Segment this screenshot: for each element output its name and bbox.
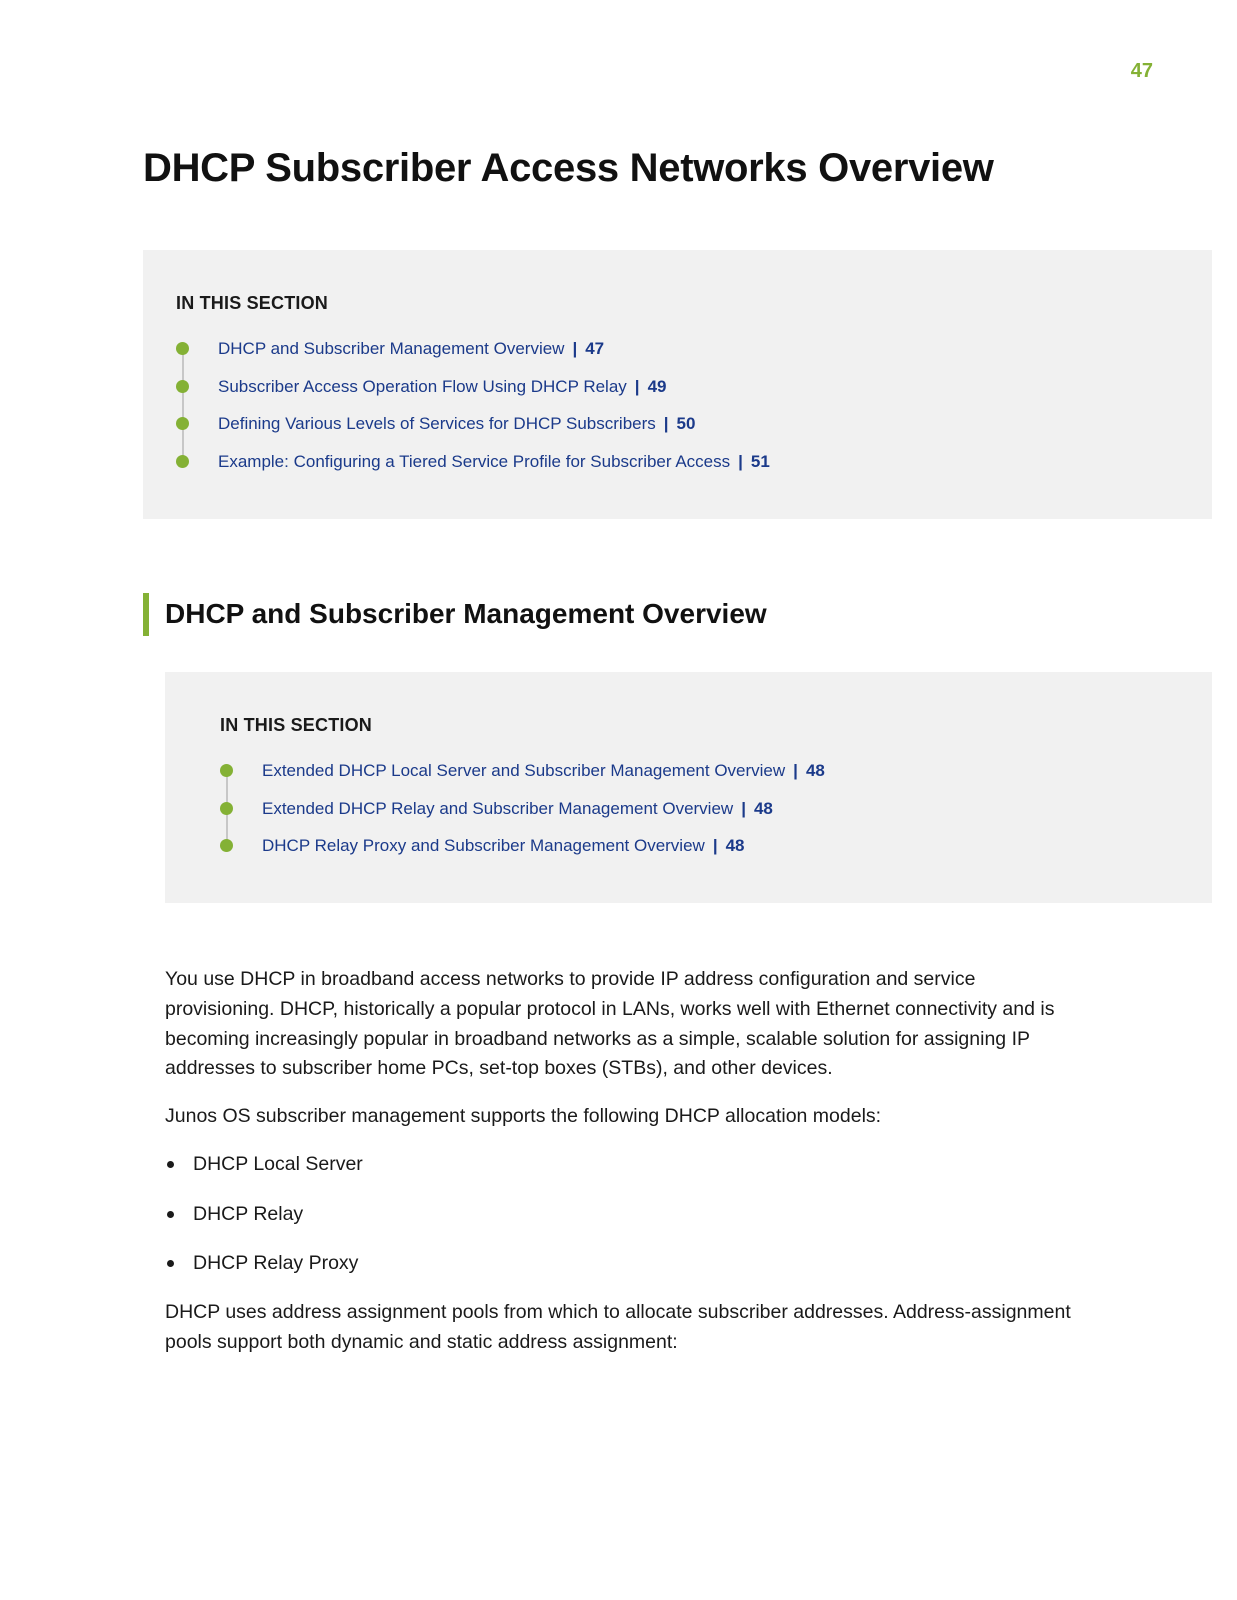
page-title: DHCP Subscriber Access Networks Overview [143, 146, 994, 190]
green-dot-icon [220, 764, 233, 777]
body-paragraph: You use DHCP in broadband access networks to provide IP address configuration and service provisioning. DHCP, historically a popular protocol in LANs, works well with Ethernet connectivity and is becoming increasingly popular in broadband networks as a simple, scalable solution for assigning IP addresses to subscriber home PCs, set-top boxes (STBs), and other devices. [165, 968, 1055, 1080]
in-this-section-box [143, 250, 1212, 519]
bullet-icon [167, 1260, 174, 1267]
green-dot-icon [176, 417, 189, 430]
toc-item[interactable] [176, 330, 770, 368]
bullet-icon [167, 1211, 174, 1218]
toc-page-number[interactable]: 48 [753, 798, 773, 818]
toc-page-number[interactable]: 51 [750, 451, 770, 471]
toc-separator: | [634, 376, 640, 396]
toc-link[interactable]: Extended DHCP Local Server and Subscriber Management Overview [262, 761, 786, 780]
list-item [165, 1199, 363, 1249]
list-item-text: DHCP Relay [193, 1202, 304, 1225]
toc-page-number[interactable]: 48 [805, 761, 825, 780]
green-dot-icon [220, 839, 233, 852]
toc-page-number[interactable]: 48 [725, 836, 745, 855]
toc-separator: | [712, 836, 718, 855]
toc-page-number[interactable]: 49 [647, 376, 667, 396]
list-item-text: DHCP Relay Proxy [193, 1252, 359, 1275]
list-item [165, 1149, 363, 1199]
toc-item[interactable] [220, 752, 825, 790]
list-item-text: DHCP Local Server [193, 1153, 363, 1175]
toc-separator: | [663, 414, 669, 433]
section-heading: DHCP and Subscriber Management Overview [143, 593, 767, 636]
list-item [165, 1248, 363, 1298]
allocation-models-list [165, 1149, 363, 1298]
toc-item[interactable] [176, 368, 770, 406]
body-paragraph: Junos OS subscriber management supports the following DHCP allocation models: [165, 1105, 882, 1127]
green-dot-icon [176, 455, 189, 468]
page-number: 47 [1130, 60, 1153, 82]
green-dot-icon [176, 380, 189, 393]
green-dot-icon [220, 802, 233, 815]
toc-list [220, 752, 825, 865]
toc-separator: | [738, 451, 743, 471]
toc-item[interactable] [176, 443, 770, 481]
toc-link[interactable]: DHCP Relay Proxy and Subscriber Management Overview [262, 836, 705, 855]
in-this-section-box [165, 672, 1212, 903]
toc-separator: | [741, 798, 746, 818]
toc-link[interactable]: Subscriber Access Operation Flow Using DHCP Relay [218, 376, 627, 396]
toc-page-number[interactable]: 50 [676, 414, 696, 433]
green-dot-icon [176, 342, 189, 355]
toc-page-number[interactable]: 47 [585, 339, 605, 358]
toc-link[interactable]: Defining Various Levels of Services for DHCP Subscribers [218, 414, 656, 433]
toc-heading: IN THIS SECTION [220, 715, 373, 735]
toc-link[interactable]: Example: Configuring a Tiered Service Profile for Subscriber Access [218, 451, 731, 471]
bullet-icon [167, 1161, 174, 1168]
toc-link[interactable]: DHCP and Subscriber Management Overview [218, 339, 565, 358]
body-paragraph: DHCP uses address assignment pools from which to allocate subscriber addresses. Address-assignment pools support both dynamic and static address assignment: [165, 1301, 1071, 1353]
toc-item[interactable] [220, 827, 825, 865]
toc-separator: | [793, 761, 798, 780]
toc-separator: | [572, 339, 578, 358]
toc-link[interactable]: Extended DHCP Relay and Subscriber Management Overview [262, 798, 734, 818]
toc-heading: IN THIS SECTION [176, 293, 329, 313]
toc-item[interactable] [176, 405, 770, 443]
toc-list [176, 330, 770, 480]
toc-item[interactable] [220, 790, 825, 828]
